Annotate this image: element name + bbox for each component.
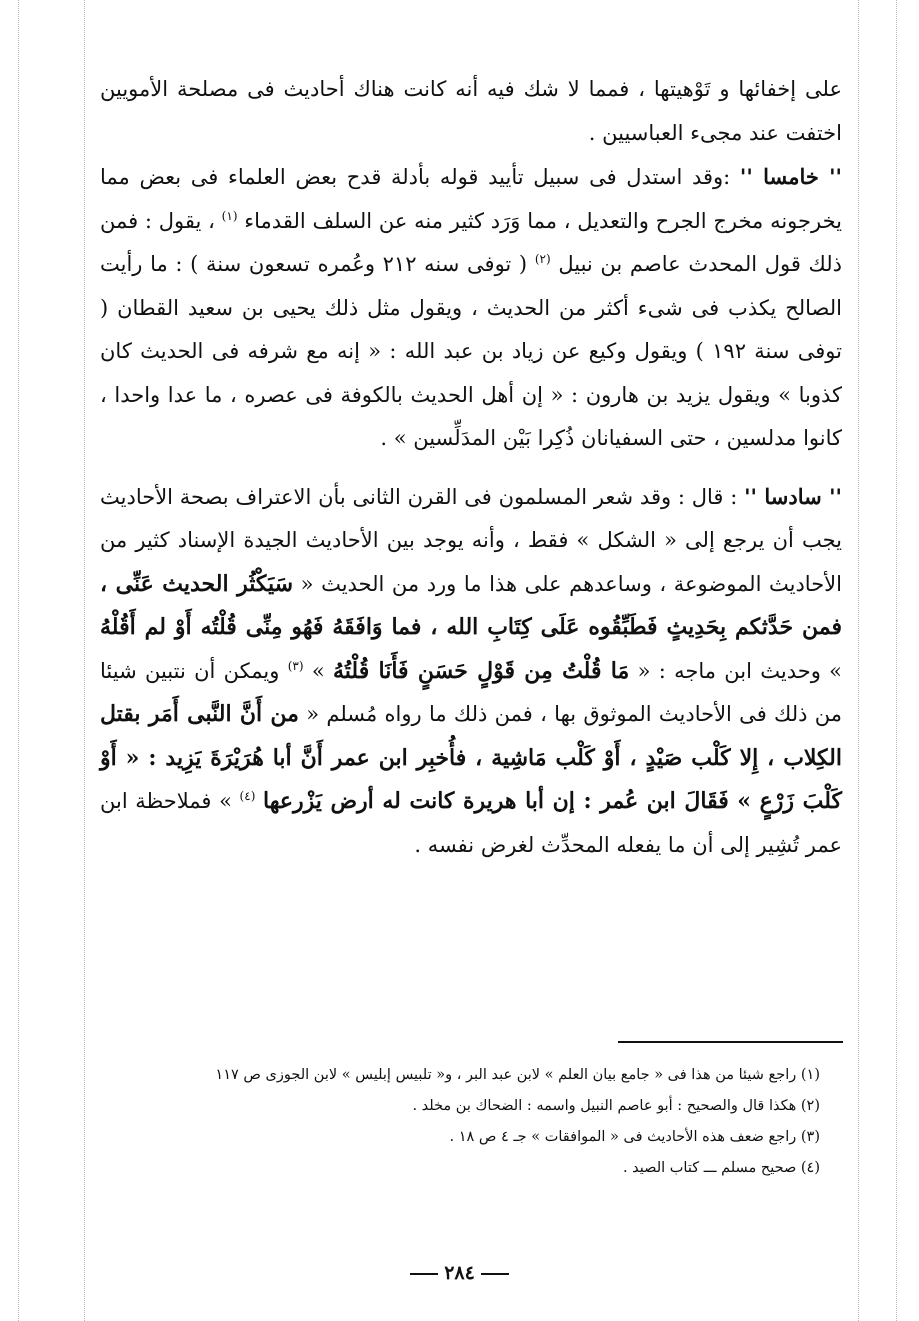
paragraph-text: ( توفى سنه ٢١٢ وعُمره تسعون سنة ) : ما رأيت الصالح يكذب فى شىء أكثر من الحديث ، ويقول مثل ذلك يحيى بن سعيد القطان ( توفى سنة ١٩٢ ) ويقول وكيع عن زياد بن عبد الله : « إنه مع شرفه فى الحديث كان كذوبا » ويقول يزيد بن هارون : « إن أهل الحديث بالكوفة فى عصره ، ما عدا واحدا ، كانوا مدلسين ، حتى السفيانان ذُكِرا بَيْن المدَلِّسين » . — [100, 252, 843, 450]
paragraph-text: » فملاحظة ابن عمر تُشِير إلى أن ما يفعله المحدِّث لغرض نفسه . — [100, 789, 842, 857]
paragraph-text: على إخفائها و تَوْهيتها ، فمما لا شك فيه أنه كانت هناك أحاديث فى مصلحة الأمويين اختفت عند مجىء العباسيين . — [100, 77, 842, 145]
footnote-divider — [618, 1041, 843, 1043]
paragraph-text: ويمكن أن نتبين شيئا من ذلك فى الأحاديث الموثوق بها ، فمن ذلك ما رواه مُسلم « — [100, 658, 842, 726]
paragraph-text: ، يقول : فمن ذلك قول المحدث عاصم بن نبيل — [100, 208, 842, 276]
footnote: (٢) هكذا قال والصحيح : أبو عاصم النبيل واسمه : الضحاك بن مخلد . — [412, 1098, 820, 1114]
paragraph-lead: '' سادسا '' — [744, 483, 842, 509]
footnotes — [100, 1060, 820, 1184]
main-text — [100, 68, 842, 867]
paragraph-text: :وقد استدل فى سبيل تأييد قوله بأدلة قدح بعض العلماء فى بعض مما يخرجونه مخرج الجرح والتعديل ، مما وَرَد كثير منه عن السلف القدماء — [100, 165, 842, 233]
scan-guide-line — [896, 0, 897, 1321]
footnote-ref: (١) — [221, 208, 238, 223]
page-number-value: ٢٨٤ — [444, 1262, 475, 1284]
paragraph-text: » وحديث ابن ماجه : « — [637, 658, 842, 683]
paragraph-3 — [100, 475, 842, 868]
hadith-quote: مَا قُلْتُ مِن قَوْلٍ حَسَنٍ فَأَنَا قُلْتُهُ — [333, 657, 630, 684]
paragraph-text: : قال : وقد شعر المسلمون فى القرن الثانى بأن الاعتراف بصحة الأحاديث يجب أن يرجع إلى « الشكل » فقط ، وأنه يوجد بين الأحاديث الجيدة الإسناد كثير من الأحاديث الموضوعة ، وساعدهم على هذا ما ورد من الحديث « — [100, 484, 842, 596]
footnote: (٣) راجع ضعف هذه الأحاديث فى « الموافقات » جـ ٤ ص ١٨ . — [449, 1129, 820, 1145]
footnote-ref: (٣) — [287, 658, 304, 673]
footnote-ref: (٤) — [239, 789, 256, 803]
paragraph-lead: '' خامسا '' — [739, 164, 842, 189]
hadith-quote: من أَنَّ النَّبى أَمَر بقتل الكِلاب ، إِلا كَلْب صَيْدٍ ، أَوْ كَلْب مَاشِية ، فأُخبِر ابن عمر أَنَّ أبا هُرَيْرَةَ يَزِيد : « أَوْ كَلْبَ زَرْعٍ » فَقَالَ ابن عُمر : إن أبا هريرة كانت له أرض يَزْرعها — [100, 701, 842, 814]
paragraph-1 — [100, 68, 842, 155]
dash-right — [410, 1273, 438, 1275]
footnote: (١) راجع شيئا من هذا فى « جامع بيان العلم » لابن عبد البر ، و« تلبيس إبليس » لابن الجوزى ص ١١٧ — [215, 1067, 820, 1083]
hadith-quote: سَيَكْثُر الحديث عَنِّى ، فمن حَدَّثكم بِحَدِيثٍ فَطَبِّقُوه عَلَى كِتَابِ الله ، فما وَافَقَهُ فَهُو مِنِّى قُلْتُه أَوْ لم أَقُلْهُ — [100, 570, 842, 640]
scan-guide-line — [858, 0, 859, 1321]
dash-left — [481, 1273, 509, 1275]
paragraph-2 — [100, 155, 842, 461]
paragraph-text: » — [311, 658, 325, 683]
footnote-ref: (٢) — [534, 252, 551, 266]
scan-guide-line — [84, 0, 85, 1321]
page-number — [0, 1262, 919, 1284]
footnote: (٤) صحيح مسلم ـــ كتاب الصيد . — [622, 1160, 820, 1176]
scan-guide-line — [18, 0, 19, 1321]
